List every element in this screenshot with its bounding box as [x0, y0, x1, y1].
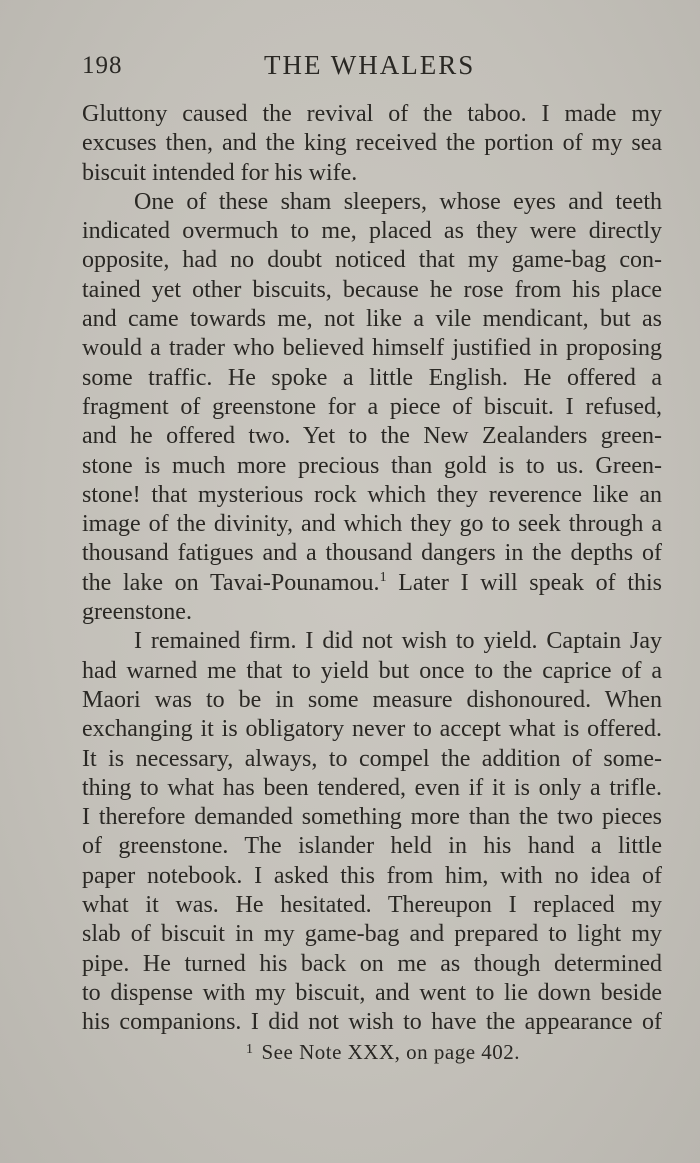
- body-text: [82, 100, 662, 1038]
- text-line-start: the lake on Tavai-Pounamou.: [82, 569, 380, 596]
- text-line: indicated overmuch to me, placed as they were directly: [82, 218, 662, 245]
- text-line: It is necessary, always, to compel the addition of some-: [82, 745, 662, 772]
- text-line: pipe. He turned his back on me as though determined: [82, 950, 662, 977]
- text-line: and he offered two. Yet to the New Zealanders green-: [82, 423, 662, 450]
- page-header: [82, 50, 662, 84]
- running-head: THE WHALERS: [264, 50, 476, 80]
- text-line: and came towards me, not like a vile mendicant, but as: [82, 306, 662, 333]
- text-line: stone is much more precious than gold is to us. Green-: [82, 452, 662, 479]
- text-line: Gluttony caused the revival of the taboo. I made my: [82, 101, 662, 127]
- text-line: had warned me that to yield but once to the caprice of a: [82, 657, 662, 684]
- text-line: image of the divinity, and which they go to seek through a: [82, 511, 662, 538]
- page-number: 198: [82, 52, 123, 79]
- text-line: slab of biscuit in my game-bag and prepared to light my: [82, 921, 662, 948]
- text-line: thousand fatigues and a thousand dangers in the depths of: [82, 540, 662, 567]
- text-line: One of these sham sleepers, whose eyes and teeth: [134, 188, 662, 215]
- text-line: to dispense with my biscuit, and went to lie down beside: [82, 979, 662, 1006]
- text-line: of greenstone. The islander held in his hand a little: [82, 833, 662, 860]
- text-line: excuses then, and the king received the portion of my sea: [82, 130, 662, 157]
- text-line: I therefore demanded something more than the two pieces: [82, 804, 662, 831]
- text-line: greenstone.: [82, 599, 192, 626]
- text-line: would a trader who believed himself justified in proposing: [82, 335, 662, 362]
- footnote-reference: 1: [379, 569, 387, 585]
- text-line-with-footnote-ref: [82, 569, 662, 598]
- footnote-text: See Note XXX, on page 402.: [261, 1040, 521, 1064]
- text-line: paper notebook. I asked this from him, with no idea of: [82, 862, 662, 889]
- text-line: exchanging it is obligatory never to accept what is offered.: [82, 716, 662, 743]
- text-line: stone! that mysterious rock which they reverence like an: [82, 481, 662, 508]
- text-line: opposite, had no doubt noticed that my game-bag con-: [82, 247, 662, 274]
- text-line: tained yet other biscuits, because he rose from his place: [82, 276, 662, 303]
- text-line: Maori was to be in some measure dishonoured. When: [82, 686, 662, 713]
- text-line: biscuit intended for his wife.: [82, 159, 358, 186]
- text-line-end: Later I will speak of this: [398, 569, 663, 596]
- text-line: thing to what has been tendered, even if it is only a trifle.: [82, 774, 662, 801]
- text-line: what it was. He hesitated. Thereupon I replaced my: [82, 892, 662, 919]
- text-line: I remained firm. I did not wish to yield. Captain Jay: [134, 628, 662, 655]
- text-line: some traffic. He spoke a little English. He offered a: [82, 364, 662, 391]
- text-line: his companions. I did not wish to have the appearance of: [82, 1009, 662, 1036]
- footnote: [246, 1040, 520, 1065]
- text-line: fragment of greenstone for a piece of biscuit. I refused,: [82, 393, 662, 420]
- footnote-mark: 1: [246, 1042, 254, 1057]
